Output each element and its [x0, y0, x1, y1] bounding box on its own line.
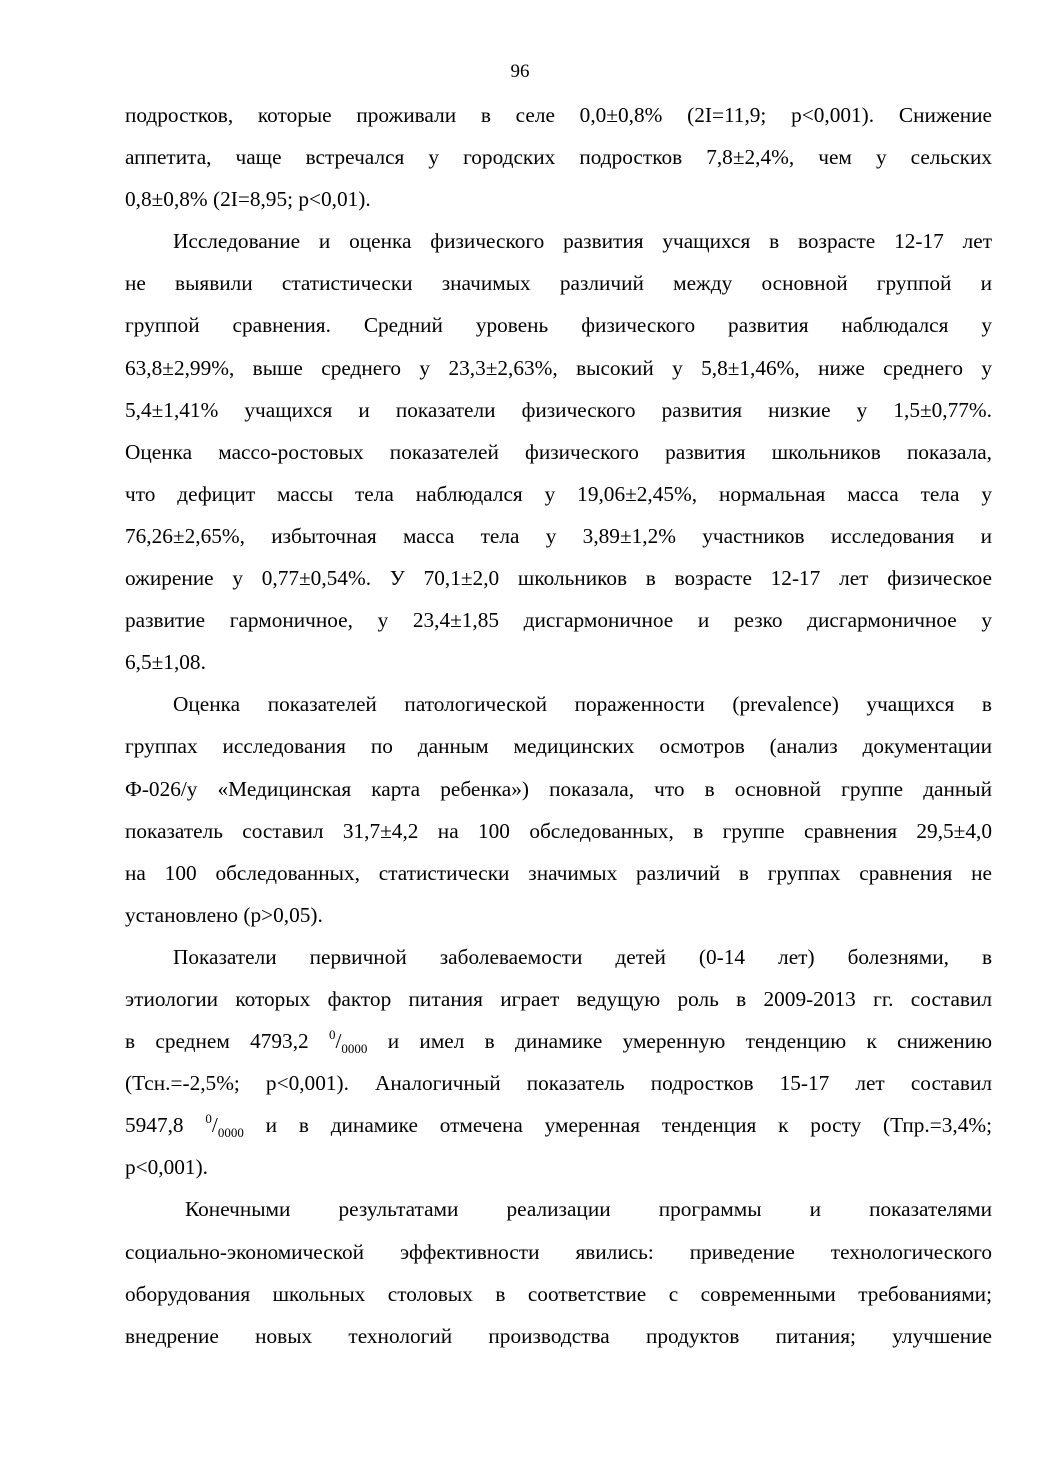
per-unit-superscript: 0 — [328, 1027, 336, 1043]
text-line: 63,8±2,99%, выше среднего у 23,3±2,63%, высокий у 5,8±1,46%, ниже среднего у — [125, 355, 992, 380]
paragraph-4 — [125, 936, 992, 1189]
per-unit-slash: / — [335, 1029, 342, 1054]
text-line: на 100 обследованных, статистически значимых различий в группах сравнения не — [125, 860, 992, 885]
text-line: 0,8±0,8% (2I=8,95; p<0,01). — [125, 187, 371, 212]
paragraph-3 — [125, 683, 992, 936]
text-line: группой сравнения. Средний уровень физического развития наблюдался у — [125, 313, 992, 338]
text-line: ожирение у 0,77±0,54%. У 70,1±2,0 школьников в возрасте 12-17 лет физическое — [125, 566, 992, 591]
text-line: что дефицит массы тела наблюдался у 19,06±2,45%, нормальная масса тела у — [125, 481, 992, 506]
text-line: Показатели первичной заболеваемости детей (0-14 лет) болезнями, в — [173, 944, 992, 969]
per-unit-subscript: 0000 — [341, 1041, 368, 1057]
text-fragment: и имел в динамике умеренную тенденцию к снижению — [367, 1029, 992, 1054]
text-line: внедрение новых технологий производства продуктов питания; улучшение — [125, 1323, 992, 1348]
paragraph-2 — [125, 220, 992, 683]
text-line: 6,5±1,08. — [125, 650, 206, 675]
text-line: p<0,001). — [125, 1155, 208, 1180]
text-fragment: и в динамике отмечена умеренная тенденция к росту (Тпр.=3,4%; — [243, 1113, 993, 1138]
text-fragment: в среднем 4793,2 — [125, 1029, 329, 1054]
page-number: 96 — [510, 61, 530, 82]
text-fragment: 5947,8 — [125, 1113, 206, 1138]
text-line: 76,26±2,65%, избыточная масса тела у 3,89±1,2% участников исследования и — [125, 523, 992, 548]
paragraph-5 — [125, 1188, 992, 1356]
text-line: (Тсн.=-2,5%; p<0,001). Аналогичный показатель подростков 15-17 лет составил — [125, 1071, 992, 1096]
per-unit-superscript: 0 — [205, 1111, 212, 1127]
text-line: социально-экономической эффективности явились: приведение технологического — [125, 1239, 992, 1264]
document-body — [125, 94, 992, 1357]
text-line: Ф-026/у «Медицинская карта ребенка») показала, что в основной группе данный — [125, 776, 992, 801]
text-line: развитие гармоничное, у 23,4±1,85 дисгармоничное и резко дисгармоничное у — [125, 608, 992, 633]
text-line: показатель составил 31,7±4,2 на 100 обследованных, в группе сравнения 29,5±4,0 — [125, 818, 992, 843]
paragraph-1 — [125, 94, 992, 220]
text-line-with-fraction — [125, 1020, 992, 1062]
text-line: 5,4±1,41% учащихся и показатели физического развития низкие у 1,5±0,77%. — [125, 397, 992, 422]
text-line: Оценка показателей патологической пораженности (prevalence) учащихся в — [173, 692, 992, 717]
per-unit-slash: / — [211, 1113, 218, 1138]
text-line: подростков, которые проживали в селе 0,0±0,8% (2I=11,9; p<0,001). Снижение — [125, 103, 992, 127]
text-line: Исследование и оценка физического развития учащихся в возрасте 12-17 лет — [173, 229, 992, 254]
per-unit-subscript: 0000 — [217, 1125, 244, 1141]
text-line: Оценка массо-ростовых показателей физического развития школьников показала, — [125, 439, 992, 464]
text-line: не выявили статистически значимых различий между основной группой и — [125, 271, 992, 296]
text-line: Конечными результатами реализации программы и показателями — [185, 1197, 992, 1222]
text-line: установлено (p>0,05). — [125, 902, 323, 927]
text-line: оборудования школьных столовых в соответствие с современными требованиями; — [125, 1281, 992, 1306]
text-line: этиологии которых фактор питания играет ведущую роль в 2009-2013 гг. составил — [125, 986, 992, 1011]
text-line: группах исследования по данным медицинских осмотров (анализ документации — [125, 734, 992, 759]
text-line: аппетита, чаще встречался у городских подростков 7,8±2,4%, чем у сельских — [125, 145, 992, 170]
text-line-with-fraction — [125, 1104, 992, 1146]
